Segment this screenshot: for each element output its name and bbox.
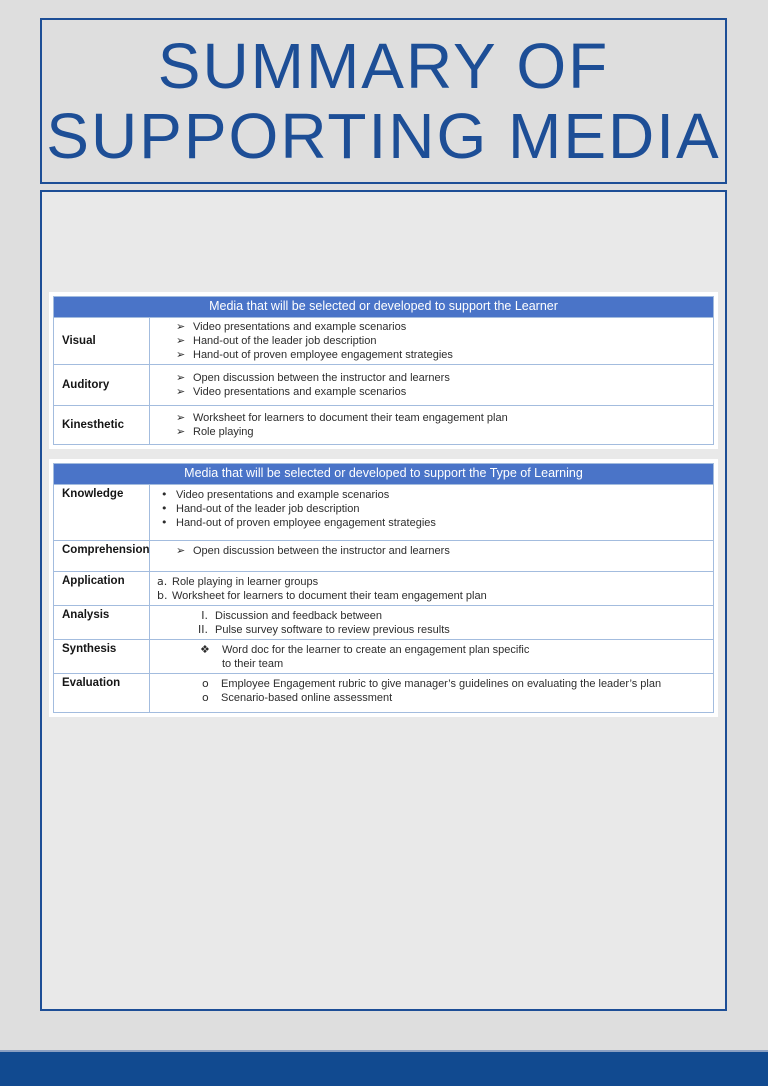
list-item-text: Video presentations and example scenarios [176,489,390,501]
content-panel [40,190,727,1011]
arrow-bullet-icon: ➢ [176,544,186,557]
list-item-text: Video presentations and example scenarios [193,386,407,398]
table-header-type-of-learning: Media that will be selected or developed to support the Type of Learning [54,464,713,484]
row-items [150,606,713,639]
arrow-bullet-icon: ➢ [176,348,186,361]
row-label: Evaluation [54,674,150,712]
list-item [161,502,707,516]
row-label: Application [54,572,150,605]
list-item [176,371,707,385]
row-items [150,406,713,444]
dot-bullet-icon: • [161,488,168,501]
page-title-line-2: SUPPORTING MEDIA [46,100,721,172]
list-item [186,609,707,623]
list-item [157,589,707,603]
list-item [161,488,707,502]
table-row-visual [54,317,713,364]
letter-list-marker: b. [157,589,168,602]
arrow-bullet-icon: ➢ [176,371,186,384]
table-row-application [54,571,713,605]
row-items [150,640,713,673]
list-item-text: Employee Engagement rubric to give manager’s guidelines on evaluating the leader’s plan [221,678,662,690]
list-item-text: Discussion and feedback between [215,610,382,622]
row-label: Auditory [54,365,150,405]
list-item-continuation [200,657,707,671]
list-item-text: Hand-out of proven employee engagement strategies [176,517,436,529]
row-label: Knowledge [54,485,150,540]
roman-list-marker: II. [198,623,208,636]
table-header-learner: Media that will be selected or developed to support the Learner [54,297,713,317]
list-item [176,348,707,362]
diamond-bullet-icon: ❖ [200,643,210,656]
list-item-text: Word doc for the learner to create an engagement plan specific [222,644,530,656]
o-bullet-marker: o [202,691,209,704]
list-item [176,320,707,334]
dot-bullet-icon: • [161,516,168,529]
table-row-kinesthetic [54,405,713,444]
list-item [186,623,707,637]
list-item-text: Worksheet for learners to document their team engagement plan [172,590,487,602]
letter-list-marker: a. [157,575,168,588]
table-row-auditory [54,364,713,405]
row-items [150,365,713,405]
list-item-text: Role playing [193,426,254,438]
table-row-evaluation [54,673,713,712]
list-item-text: Hand-out of proven employee engagement strategies [193,349,453,361]
arrow-bullet-icon: ➢ [176,320,186,333]
list-item-text: Pulse survey software to review previous results [215,624,450,636]
row-label: Analysis [54,606,150,639]
table-row-comprehension [54,540,713,571]
list-item-text: Open discussion between the instructor and learners [193,372,450,384]
arrow-bullet-icon: ➢ [176,385,186,398]
list-item-text: Open discussion between the instructor and learners [193,545,450,557]
list-item [176,425,707,439]
list-item [176,385,707,399]
row-items [150,674,713,712]
row-items [150,541,713,571]
list-item [176,411,707,425]
title-box [40,18,727,184]
list-item-text: Role playing in learner groups [172,576,319,588]
arrow-bullet-icon: ➢ [176,411,186,424]
o-bullet-marker: o [202,677,209,690]
list-item [157,575,707,589]
footer-bar [0,1050,768,1086]
roman-list-marker: I. [201,609,208,622]
table-row-analysis [54,605,713,639]
list-item [202,677,707,691]
arrow-bullet-icon: ➢ [176,425,186,438]
row-items [150,572,713,605]
list-item-text: Worksheet for learners to document their team engagement plan [193,412,508,424]
list-item-text: Scenario-based online assessment [221,692,393,704]
arrow-bullet-icon: ➢ [176,334,186,347]
list-item [200,643,707,657]
row-label: Comprehension [54,541,150,571]
learner-media-table [53,296,714,445]
list-item [202,691,707,705]
list-item [161,516,707,530]
table-row-synthesis [54,639,713,673]
row-items [150,318,713,364]
list-item-text: to their team [222,658,284,670]
row-label: Kinesthetic [54,406,150,444]
row-items [150,485,713,540]
row-label: Visual [54,318,150,364]
page-title-line-1: SUMMARY OF [157,30,610,102]
row-label: Synthesis [54,640,150,673]
type-of-learning-table-wrap [49,459,718,717]
list-item-text: Video presentations and example scenarios [193,321,407,333]
list-item-text: Hand-out of the leader job description [193,335,377,347]
list-item [176,544,707,558]
table-row-knowledge [54,484,713,540]
dot-bullet-icon: • [161,502,168,515]
list-item-text: Hand-out of the leader job description [176,503,360,515]
empty-marker [200,657,215,671]
list-item [176,334,707,348]
type-of-learning-table [53,463,714,713]
learner-media-table-wrap [49,292,718,449]
